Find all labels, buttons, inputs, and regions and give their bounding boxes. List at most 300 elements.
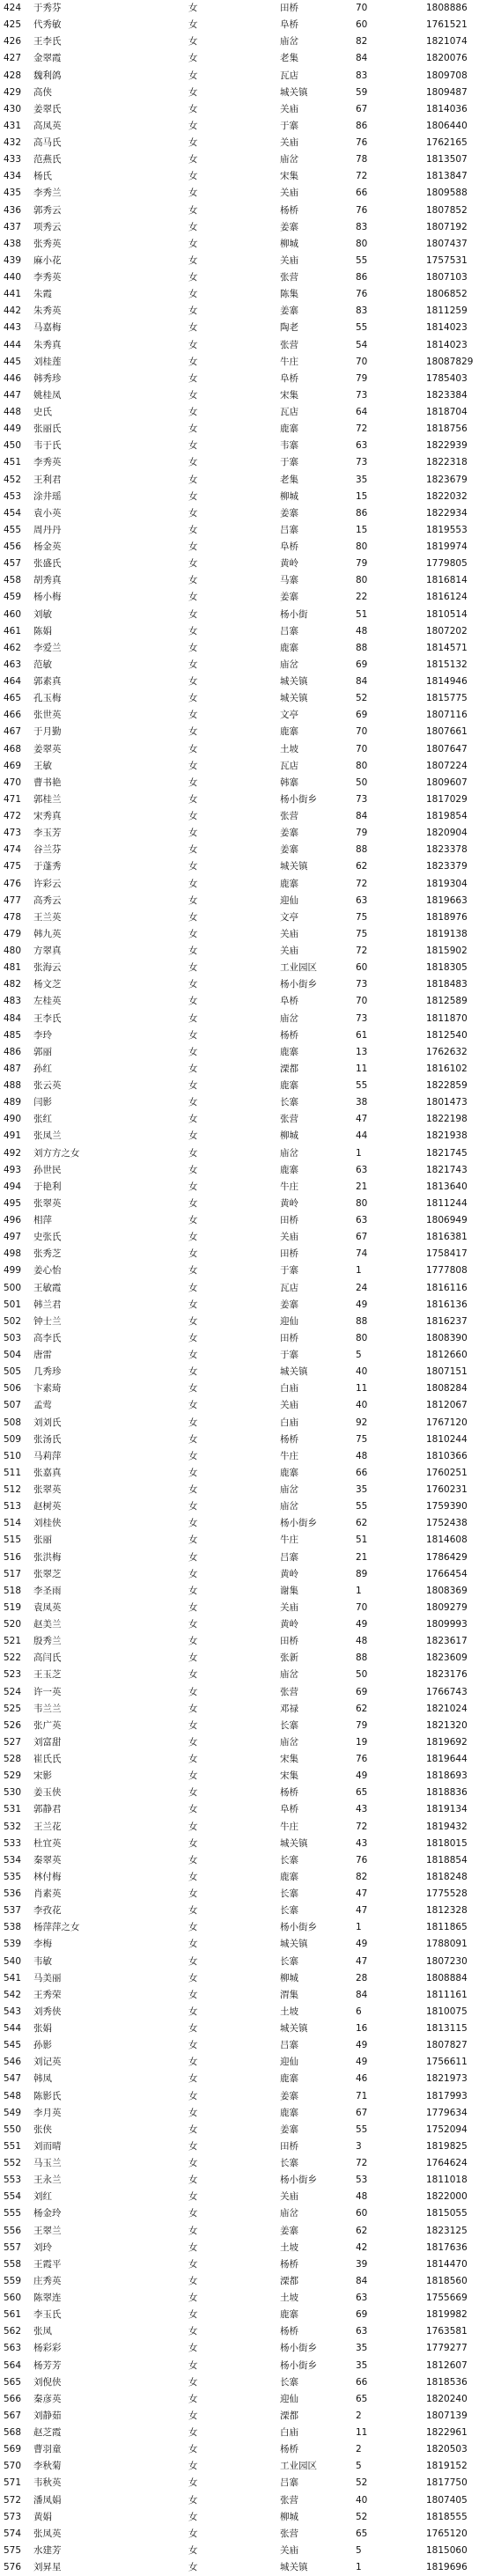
row-number: 491 [4,1130,22,1142]
gender: 女 [188,2477,198,2489]
phone-number: 1823679 [426,474,468,485]
township: 溧都 [280,1063,298,1074]
table-row [0,2205,486,2222]
row-number: 433 [4,154,22,166]
gender: 女 [188,1012,198,1024]
age: 55 [356,1080,368,1091]
row-number: 518 [4,1585,22,1596]
gender: 女 [188,1450,198,1461]
row-number: 500 [4,1282,22,1293]
gender: 女 [188,2544,198,2556]
age: 76 [356,1854,368,1866]
township: 迎仙 [280,1315,298,1327]
gender: 女 [188,2040,198,2051]
table-row [0,2509,486,2526]
gender: 女 [188,1837,198,1849]
phone-number: 1815132 [426,659,468,670]
table-row [0,2256,486,2273]
gender: 女 [188,1484,198,1495]
table-row [0,1869,486,1886]
phone-number: 1808884 [426,1972,468,1984]
table-row [0,2138,486,2155]
table-row [0,1650,486,1667]
gender: 女 [188,372,198,384]
person-name: 秦彦英 [33,2393,62,2404]
gender: 女 [188,979,198,990]
phone-number: 1819974 [426,541,468,552]
age: 55 [356,2123,368,2135]
person-name: 张凤兰 [33,1130,62,1142]
table-row [0,539,486,556]
table-row [0,1684,486,1701]
township: 庙岔 [280,1484,298,1495]
phone-number: 1818693 [426,1770,468,1782]
person-name: 张凤 [33,2326,52,2337]
table-row [0,219,486,236]
gender: 女 [188,1905,198,1917]
gender: 女 [188,1585,198,1596]
table-row [0,1078,486,1094]
gender: 女 [188,894,198,906]
age: 49 [356,1299,368,1310]
phone-number: 1807202 [426,625,468,637]
phone-number: 1779634 [426,2107,468,2118]
gender: 女 [188,1754,198,1764]
person-name: 刘秀侠 [33,2006,62,2017]
gender: 女 [188,1736,198,1748]
age: 72 [356,946,368,956]
phone-number: 1812660 [426,1350,468,1360]
row-number: 530 [4,1787,22,1799]
township: 陈集 [280,289,298,300]
person-name: 左桂英 [33,996,62,1007]
table-row [0,1785,486,1801]
gender: 女 [188,928,198,939]
row-number: 507 [4,1400,22,1411]
gender: 女 [188,1636,198,1647]
age: 40 [356,1400,368,1411]
table-row [0,489,486,505]
gender: 女 [188,1551,198,1563]
phone-number: 1766454 [426,1568,468,1579]
township: 阜桥 [280,1804,298,1815]
township: 鹿寨 [280,1871,298,1882]
phone-number: 1752094 [426,2123,468,2135]
person-name: 杨金玲 [33,2208,62,2219]
row-number: 555 [4,2208,22,2219]
phone-number: 1811865 [426,1922,468,1933]
table-row [0,690,486,707]
table-row [0,253,486,269]
person-name: 刘记英 [33,2057,62,2068]
table-row [0,1718,486,1734]
township: 于寨 [280,120,298,131]
gender: 女 [188,1164,198,1175]
row-number: 497 [4,1232,22,1243]
gender: 女 [188,2023,198,2034]
township: 工业园区 [280,962,317,974]
row-number: 455 [4,524,22,535]
township: 宋集 [280,1770,298,1782]
person-name: 钟士兰 [33,1315,62,1327]
gender: 女 [188,2123,198,2135]
gender: 女 [188,996,198,1007]
person-name: 周丹丹 [33,524,62,535]
person-name: 于月勤 [33,726,62,738]
person-name: 高凤英 [33,120,62,131]
age: 62 [356,1518,368,1529]
person-name: 王李氏 [33,36,62,48]
table-row [0,1380,486,1397]
township: 白庙 [280,2427,298,2438]
township: 长寨 [280,1905,298,1917]
row-number: 465 [4,693,22,704]
gender: 女 [188,2006,198,2017]
person-name: 肖素英 [33,1888,62,1899]
row-number: 510 [4,1450,22,1461]
gender: 女 [188,1114,198,1125]
phone-number: 1779805 [426,558,468,570]
gender: 女 [188,1854,198,1866]
table-row [0,1482,486,1498]
township: 长寨 [280,1854,298,1866]
gender: 女 [188,356,198,367]
gender: 女 [188,1770,198,1782]
gender: 女 [188,2326,198,2337]
phone-number: 1807852 [426,204,468,216]
row-number: 443 [4,322,22,334]
row-number: 513 [4,1501,22,1512]
township: 杨桥 [280,2326,298,2337]
person-name: 高李氏 [33,1332,62,1343]
person-name: 高闫氏 [33,1652,62,1664]
phone-number: 1767120 [426,1417,468,1428]
table-row [0,269,486,286]
gender: 女 [188,19,198,31]
phone-number: 1814470 [426,2258,468,2270]
person-name: 王永兰 [33,2175,62,2186]
row-number: 561 [4,2309,22,2321]
gender: 女 [188,407,198,417]
person-name: 姜玉侠 [33,1787,62,1799]
table-row [0,1196,486,1212]
age: 69 [356,2309,368,2321]
gender: 女 [188,70,198,81]
person-name: 李圣雨 [33,1585,62,1596]
age: 60 [356,19,368,31]
age: 73 [356,1012,368,1024]
row-number: 567 [4,2410,22,2421]
person-name: 李玉芳 [33,828,62,839]
person-name: 孙世民 [33,1164,62,1175]
table-row [0,2391,486,2408]
phone-number: 1811018 [426,2175,468,2186]
table-row [0,1397,486,1414]
phone-number: 1818756 [426,423,468,435]
township: 田桥 [280,3,298,13]
age: 11 [356,1383,368,1395]
table-row [0,505,486,522]
row-number: 559 [4,2275,22,2286]
phone-number: 1821320 [426,1719,468,1731]
table-row [0,1448,486,1465]
township: 谢集 [280,1585,298,1596]
township: 城关镇 [280,861,308,872]
gender: 女 [188,120,198,131]
gender: 女 [188,272,198,283]
person-name: 陈娟 [33,625,52,637]
age: 49 [356,1770,368,1782]
phone-number: 1819152 [426,2461,468,2472]
gender: 女 [188,1130,198,1142]
person-name: 范敏 [33,659,52,670]
gender: 女 [188,524,198,535]
row-number: 539 [4,1939,22,1950]
table-row [0,135,486,151]
table-row [0,438,486,454]
age: 35 [356,474,368,485]
phone-number: 1816237 [426,1315,468,1327]
gender: 女 [188,1147,198,1159]
person-name: 韦于氏 [33,440,62,452]
gender: 女 [188,861,198,872]
age: 89 [356,1568,368,1579]
row-number: 573 [4,2511,22,2522]
person-name: 赵美兰 [33,1619,62,1630]
row-number: 542 [4,1989,22,2000]
age: 72 [356,2158,368,2168]
phone-number: 1819553 [426,524,468,535]
age: 52 [356,2511,368,2522]
gender: 女 [188,558,198,570]
township: 白庙 [280,1417,298,1428]
township: 黄岭 [280,558,298,570]
gender: 女 [188,776,198,788]
phone-number: 1801473 [426,1097,468,1108]
row-number: 448 [4,407,22,417]
table-row [0,607,486,623]
phone-number: 1757531 [426,254,468,266]
phone-number: 1820076 [426,53,468,64]
age: 76 [356,204,368,216]
gender: 女 [188,642,198,653]
township: 鹿寨 [280,1467,298,1478]
gender: 女 [188,2158,198,2168]
person-name: 高马氏 [33,137,62,148]
person-name: 张翠芝 [33,1568,62,1579]
gender: 女 [188,322,198,334]
row-number: 473 [4,828,22,839]
table-row [0,17,486,33]
table-row [0,926,486,943]
row-number: 476 [4,878,22,889]
age: 70 [356,1601,368,1613]
row-number: 463 [4,659,22,670]
gender: 女 [188,2258,198,2270]
age: 76 [356,289,368,300]
row-number: 528 [4,1754,22,1764]
row-number: 447 [4,389,22,401]
table-row [0,1128,486,1144]
row-number: 441 [4,289,22,300]
gender: 女 [188,1232,198,1243]
age: 22 [356,592,368,603]
age: 65 [356,1787,368,1799]
phone-number: 1755669 [426,2293,468,2303]
person-name: 袁小英 [33,507,62,519]
gender: 女 [188,1315,198,1327]
phone-number: 1819825 [426,2140,468,2152]
person-name: 郭丽 [33,1046,52,1057]
gender: 女 [188,3,198,13]
row-number: 532 [4,1821,22,1832]
row-number: 511 [4,1467,22,1478]
person-name: 张娟 [33,2023,52,2034]
gender: 女 [188,608,198,620]
phone-number: 1816124 [426,592,468,603]
phone-number: 1762632 [426,1046,468,1057]
table-row [0,993,486,1010]
row-number: 487 [4,1063,22,1074]
person-name: 张红 [33,1114,52,1125]
row-number: 456 [4,541,22,552]
person-name: 姚桂凤 [33,389,62,401]
row-number: 457 [4,558,22,570]
township: 张营 [280,2494,298,2506]
township: 鹿寨 [280,1164,298,1175]
phone-number: 1809487 [426,86,468,98]
gender: 女 [188,760,198,771]
person-name: 张盛氏 [33,558,62,570]
gender: 女 [188,86,198,98]
row-number: 557 [4,2241,22,2253]
table-row [0,454,486,471]
phone-number: 1819644 [426,1754,468,1764]
person-name: 涂井瑶 [33,490,62,502]
table-row [0,421,486,438]
row-number: 467 [4,726,22,738]
age: 35 [356,1484,368,1495]
person-name: 殷秀兰 [33,1636,62,1647]
row-number: 523 [4,1669,22,1681]
person-name: 金翠霞 [33,53,62,64]
row-number: 547 [4,2073,22,2085]
gender: 女 [188,1719,198,1731]
row-number: 490 [4,1114,22,1125]
row-number: 566 [4,2393,22,2404]
township: 白庙 [280,1383,298,1395]
age: 46 [356,2073,368,2085]
township: 鹿寨 [280,1046,298,1057]
age: 80 [356,575,368,586]
table-row [0,2273,486,2290]
township: 长寨 [280,2376,298,2388]
township: 关庙 [280,1232,298,1243]
gender: 女 [188,2309,198,2321]
gender: 女 [188,693,198,704]
phone-number: 1814036 [426,103,468,114]
age: 49 [356,1619,368,1630]
gender: 女 [188,440,198,452]
township: 黄岭 [280,1197,298,1209]
person-name: 李秋菊 [33,2461,62,2472]
phone-number: 1756611 [426,2057,468,2068]
township: 张营 [280,1114,298,1125]
row-number: 484 [4,1012,22,1024]
gender: 女 [188,1972,198,1984]
row-number: 483 [4,996,22,1007]
person-name: 范燕氏 [33,154,62,166]
table-row [0,2122,486,2138]
table-row [0,387,486,404]
person-name: 代秀敏 [33,19,62,31]
gender: 女 [188,2140,198,2152]
row-number: 494 [4,1181,22,1192]
table-row [0,404,486,421]
township: 于寨 [280,457,298,468]
table-row [0,893,486,909]
person-name: 杨芳芳 [33,2359,62,2371]
table-row [0,1667,486,1683]
township: 城关镇 [280,86,308,98]
township: 姜寨 [280,828,298,839]
person-name: 宋影 [33,1770,52,1782]
phone-number: 1821745 [426,1147,468,1159]
phone-number: 1815775 [426,693,468,704]
table-row [0,960,486,976]
township: 姜寨 [280,1299,298,1310]
row-number: 516 [4,1551,22,1563]
age: 79 [356,828,368,839]
person-name: 刘倪侠 [33,2376,62,2388]
row-number: 469 [4,760,22,771]
table-row [0,572,486,589]
person-name: 陈影氏 [33,2090,62,2101]
phone-number: 1752438 [426,1518,468,1529]
age: 1 [356,1147,362,1159]
table-row [0,1616,486,1633]
township: 长寨 [280,2158,298,2168]
age: 49 [356,2040,368,2051]
gender: 女 [188,103,198,114]
township: 鹿寨 [280,2309,298,2321]
phone-number: 1758417 [426,1248,468,1260]
table-row [0,943,486,960]
gender: 女 [188,811,198,821]
person-name: 张洪梅 [33,1551,62,1563]
table-row [0,1111,486,1128]
age: 52 [356,693,368,704]
table-row [0,1314,486,1330]
age: 76 [356,137,368,148]
age: 80 [356,1197,368,1209]
person-name: 姜翠英 [33,743,62,754]
township: 杨桥 [280,204,298,216]
person-name: 杨金英 [33,541,62,552]
age: 84 [356,811,368,821]
gender: 女 [188,1181,198,1192]
person-name: 陈翠连 [33,2293,62,2303]
gender: 女 [188,154,198,166]
phone-number: 1815060 [426,2544,468,2556]
person-name: 于蓬秀 [33,861,62,872]
gender: 女 [188,474,198,485]
phone-number: 1814023 [426,339,468,350]
table-row [0,2307,486,2323]
table-row [0,2526,486,2543]
township: 长寨 [280,1888,298,1899]
township: 瓦店 [280,1282,298,1293]
